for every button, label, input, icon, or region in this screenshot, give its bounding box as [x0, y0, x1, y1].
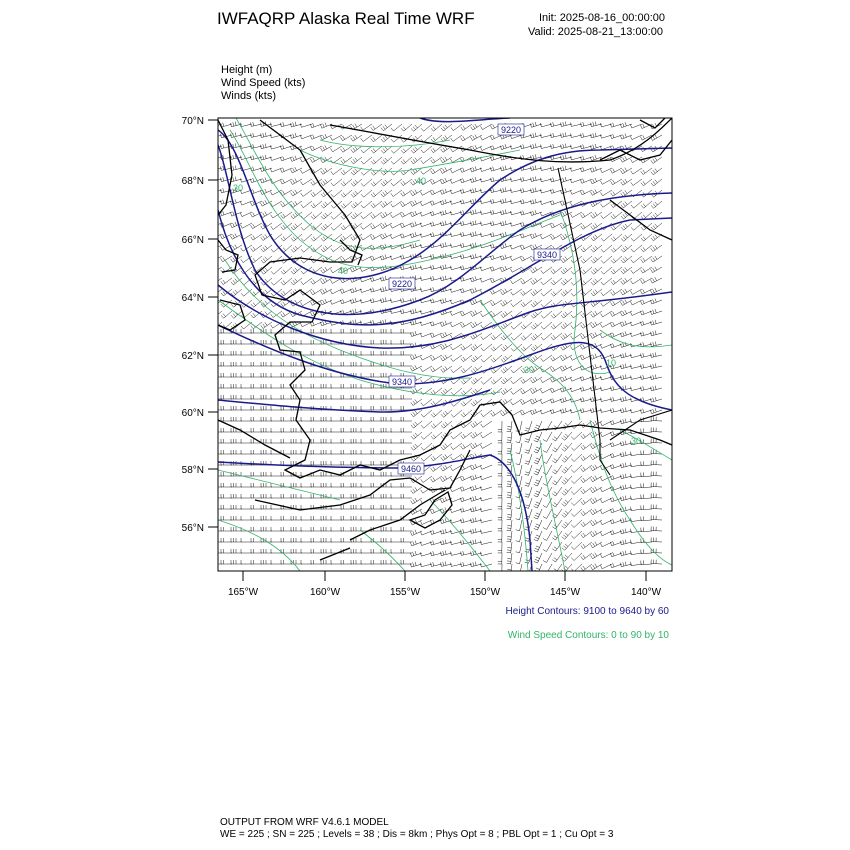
- speed-contour: [540, 440, 565, 571]
- height-contour-label: 9220: [500, 125, 522, 135]
- speed-contour: [360, 530, 405, 571]
- border: [558, 168, 610, 475]
- lat-label: 68°N: [181, 176, 204, 187]
- plot-frame: [218, 118, 672, 571]
- speed-contour-label: 40: [337, 266, 349, 276]
- speed-contour-label: 30: [232, 183, 244, 193]
- lon-label: 140°W: [630, 587, 662, 598]
- lon-label: 165°W: [227, 587, 259, 598]
- lat-label: 58°N: [181, 465, 204, 476]
- coastlines: [218, 118, 672, 560]
- coastline: [255, 450, 470, 510]
- height-contours: [218, 118, 672, 571]
- lat-label: 62°N: [181, 351, 204, 362]
- height-contour: [420, 118, 510, 122]
- speed-contour-label: 30: [630, 436, 642, 446]
- height-contour: [218, 390, 490, 412]
- lat-label: 60°N: [181, 408, 204, 419]
- speed-contour-label: 40: [415, 176, 427, 186]
- lat-label: 56°N: [181, 523, 204, 534]
- lat-label: 66°N: [181, 235, 204, 246]
- height-contours-info: Height Contours: 9100 to 9640 by 60: [505, 606, 669, 617]
- height-contour-label: 9460: [400, 464, 422, 474]
- model-output-line: OUTPUT FROM WRF V4.6.1 MODEL: [220, 817, 389, 828]
- height-contour-label: 9340: [391, 377, 413, 387]
- init-time: Init: 2025-08-16_00:00:00: [539, 12, 665, 24]
- lon-label: 160°W: [309, 587, 341, 598]
- speed-contour: [560, 210, 610, 374]
- height-contour: [218, 210, 672, 325]
- speed-contour-label: 10: [605, 358, 617, 368]
- field-wind-speed-label: Wind Speed (kts): [221, 77, 306, 89]
- coastline: [218, 420, 290, 458]
- wind-speed-contours-info: Wind Speed Contours: 0 to 90 by 10: [507, 630, 669, 641]
- height-contour: [218, 455, 532, 571]
- lat-label: 70°N: [181, 116, 204, 127]
- model-config-line: WE = 225 ; SN = 225 ; Levels = 38 ; Dis = 8km ; Phys Opt = 8 ; PBL Opt = 1 ; Cu Opt = 3: [220, 829, 614, 840]
- field-winds-label: Winds (kts): [221, 90, 276, 102]
- height-contour: [218, 285, 672, 348]
- height-contour-label: 9340: [536, 250, 558, 260]
- field-height-label: Height (m): [221, 64, 273, 76]
- height-contour-label: 9220: [391, 279, 413, 289]
- plot-title: IWFAQRP Alaska Real Time WRF: [217, 9, 475, 28]
- wind-speed-contours: [218, 118, 672, 571]
- speed-contour: [236, 118, 420, 248]
- speed-contour: [218, 470, 340, 500]
- lon-label: 145°W: [549, 587, 581, 598]
- lon-label: 150°W: [469, 587, 501, 598]
- speed-contour: [620, 430, 672, 460]
- height-contour: [218, 325, 672, 410]
- speed-contour: [218, 520, 300, 571]
- lon-label: 155°W: [389, 587, 421, 598]
- lat-label: 64°N: [181, 293, 204, 304]
- valid-time: Valid: 2025-08-21_13:00:00: [528, 26, 663, 38]
- speed-contour-label: 30: [523, 365, 535, 375]
- coastline: [320, 548, 350, 560]
